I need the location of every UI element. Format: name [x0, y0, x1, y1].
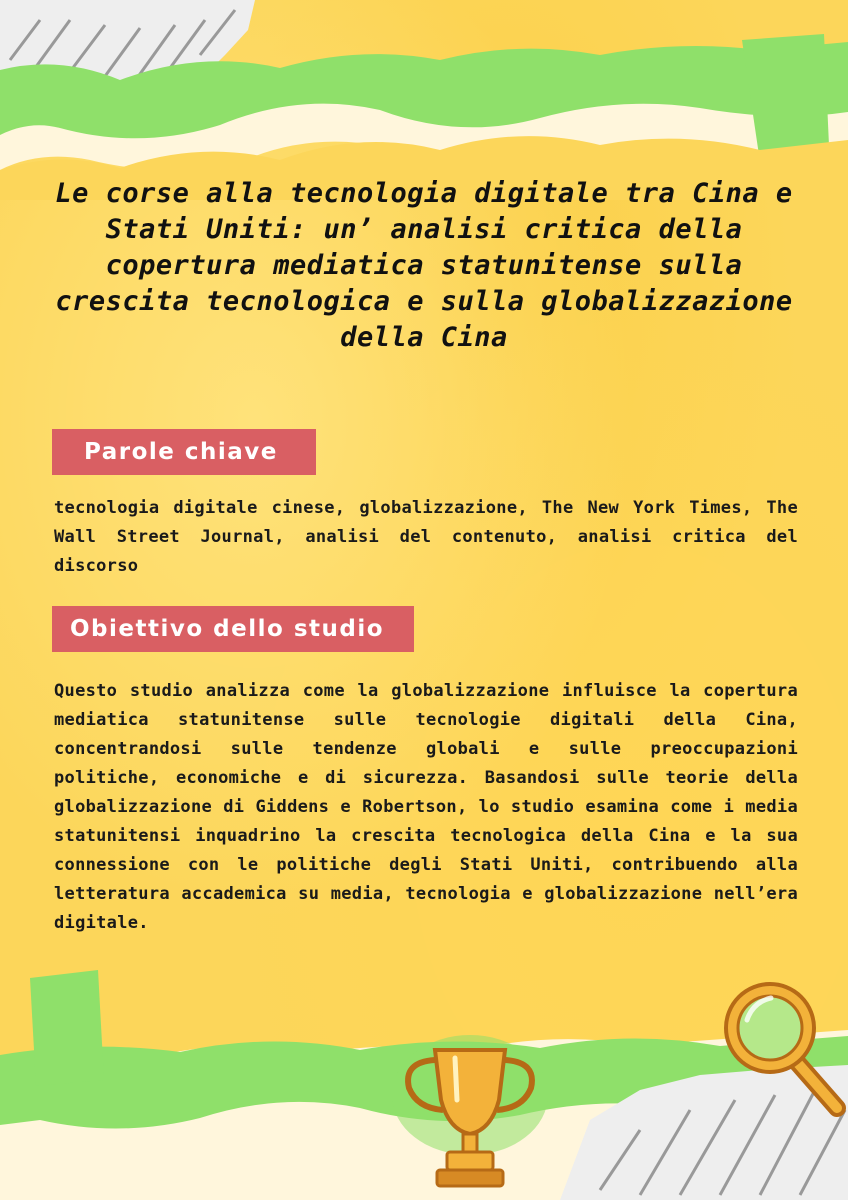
top-torn-decoration — [0, 0, 848, 200]
objective-label: Obiettivo dello studio — [52, 606, 414, 652]
objective-text: Questo studio analizza come la globalizzazione influisce la copertura mediatica statunitense sulle tecnologie digitali della Cina, concentrandosi sulle tendenze globali e sulle preoccupazioni politiche, economiche e di sicurezza. Basandosi sulle teorie della globalizzazione di Giddens e Robertson, lo studio esamina come i media statunitensi inquadrino la crescita tecnologica della Cina e la sua connessione con le politiche degli Stati Uniti, contribuendo alla letteratura accademica su media, tecnologia e globalizzazione nell’era digitale. — [54, 681, 798, 933]
green-scrap-left — [30, 970, 104, 1086]
poster-title: Le corse alla tecnologia digitale tra Cina e Stati Uniti: un’ analisi critica della copertura mediatica statunitense sulla crescita tecnologica e sulla globalizzazione della Cina — [55, 178, 793, 353]
bottom-torn-decoration — [0, 960, 848, 1200]
keywords-text: tecnologia digitale cinese, globalizzazione, The New York Times, The Wall Street Journal, analisi del contenuto, analisi critica del discorso — [54, 498, 798, 576]
keywords-label: Parole chiave — [52, 429, 316, 475]
